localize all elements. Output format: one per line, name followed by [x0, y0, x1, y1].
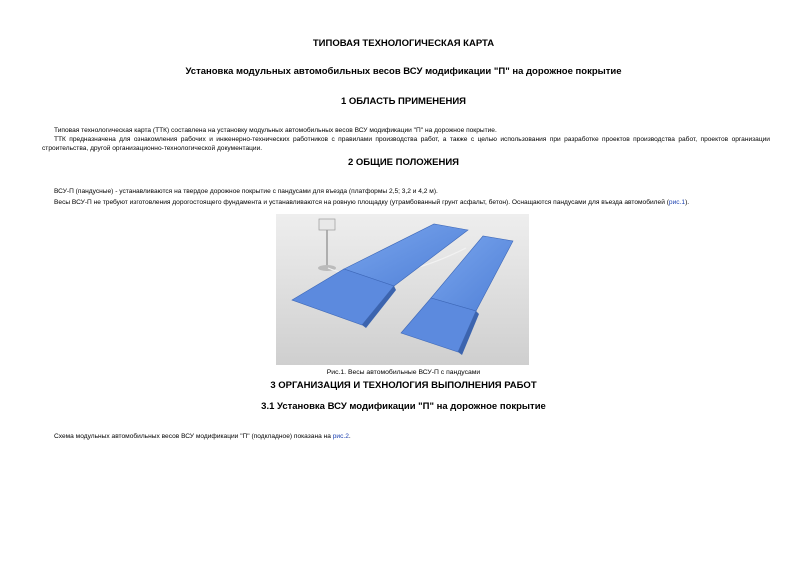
section-2-paragraph-2 — [42, 198, 770, 207]
document-subtitle: Установка модульных автомобильных весов ВСУ модификации "П" на дорожное покрытие — [185, 66, 622, 77]
section-1-heading: 1 ОБЛАСТЬ ПРИМЕНЕНИЯ — [340, 96, 467, 107]
section-2-paragraph-1: ВСУ-П (пандусные) - устанавливаются на твердое дорожное покрытие с пандусами для въезда (платформы 2,5; 3,2 и 4,2 м). — [54, 188, 438, 195]
truck-scale-illustration — [276, 214, 529, 365]
section-1-paragraph-1: Типовая технологическая карта (ТТК) составлена на установку модульных автомобильных весов ВСУ модификации "П" на дорожное покрытие. — [54, 127, 497, 134]
document-title: ТИПОВАЯ ТЕХНОЛОГИЧЕСКАЯ КАРТА — [312, 38, 495, 49]
section-2-paragraph-2-end: ). — [685, 199, 690, 206]
figure-1-caption: Рис.1. Весы автомобильные ВСУ-П с пандусами — [326, 369, 481, 376]
figure-1-link[interactable]: рис.1 — [668, 199, 686, 206]
section-3-paragraph-1 — [42, 432, 770, 441]
section-3-paragraph-1-text: Схема модульных автомобильных весов ВСУ модификации "П" (подкладное) показана на — [54, 433, 333, 440]
figure-1-image — [276, 214, 529, 365]
section-2-paragraph-2-text: Весы ВСУ-П не требуют изготовления дорогостоящего фундамента и устанавливаются на ровную площадку (утрамбованный грунт асфальт, бетон). Оснащаются пандусами для въезда автомобилей ( — [54, 199, 669, 206]
section-1-paragraph-2: ТТК предназначена для ознакомления рабочих и инженерно-технических работников с правилами производства работ, а также с целью использования при разработке проектов производства работ, проектов организации строительства, другой организационно-технологической документации. — [42, 136, 770, 152]
section-2-heading: 2 ОБЩИЕ ПОЛОЖЕНИЯ — [348, 157, 459, 168]
section-3-1-heading: 3.1 Установка ВСУ модификации "П" на дорожное покрытие — [261, 401, 546, 412]
section-3-heading: 3 ОРГАНИЗАЦИЯ И ТЕХНОЛОГИЯ ВЫПОЛНЕНИЯ РАБОТ — [270, 380, 537, 391]
section-3-paragraph-1-end: . — [348, 433, 351, 440]
figure-2-link[interactable]: рис.2 — [332, 433, 349, 440]
